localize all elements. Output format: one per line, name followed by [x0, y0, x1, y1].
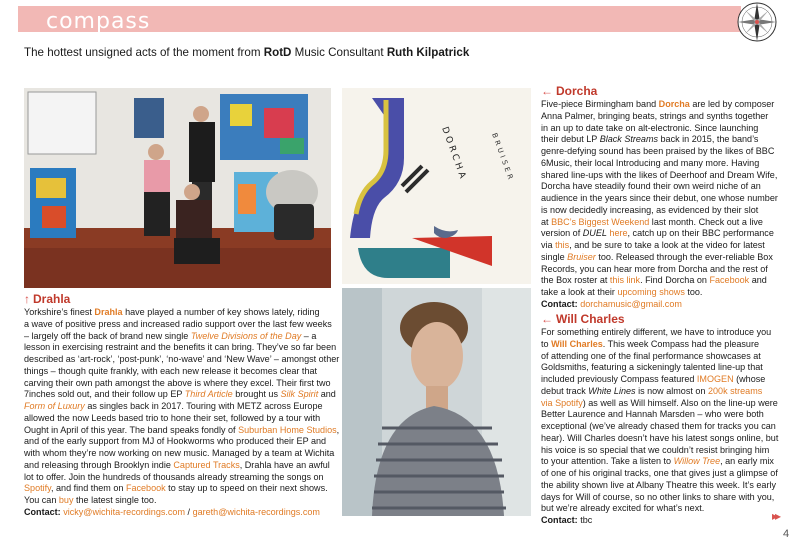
next-page-arrow-icon[interactable]: ▸▸	[772, 509, 779, 523]
will-charles-body: For something entirely different, we have to introduce you to Will Charles. This week Compass had the pleasure of attending one of the final performance showcases at Goldsmiths, featuring a sickeningly talented line-up that included previously Compass featured IMOGEN (whose debut track White Lines is now almost on 200k streams via Spotify) as well as Will himself. Also on the line-up were Better Laurence and Hannah Marsden – who were both exceptional (we’ve already chased them for tracks you can hear). Will Charles doesn’t have his latest songs online, but his voice is so special that we couldn’t resist bringing him to your attention. Take a listen to Willow Tree, an early mix of one of his original tracks, one that gives just a glimpse of the ability shown live at Albany Theatre this week. It’s early days for Will of course, so no other links to share with you, but we’re already excited for what’s next. Contact: tbc	[541, 327, 779, 525]
will-charles-heading: ← Will Charles	[541, 312, 625, 326]
intro-line: The hottest unsigned acts of the moment from RotD Music Consultant Ruth Kilpatrick	[24, 46, 470, 59]
page-number: 4	[783, 528, 790, 540]
drahla-heading: ↑ Drahla	[24, 292, 71, 306]
compass-rose-icon	[725, 0, 785, 48]
dorcha-body: Five-piece Birmingham band Dorcha are led by composer Anna Palmer, bringing beats, strings and synths together in an up to date take on alt-electronic. Since launching their debut LP Black Streams back in 2015, the band’s genre-defying sound has been praised by the likes of BBC 6Music, their local Introducing and many more. Having shared line-ups with the likes of Deerhoof and Dream Wife, Dorcha have steadily found their own weird niche of an audience in the years since their debut, one whose number is now decidedly increasing, as evidenced by their slot at BBC’s Biggest Weekend last month. Check out a live version of DUEL here, catch up on their BBC performance via this, and be sure to take a look at the video for latest single Bruiser too. Released through the ever-reliable Box Records, you can hear more from Dorcha and the rest of the Box roster at this link. Find Dorcha on Facebook and take a look at their upcoming shows too. Contact: dorchamusic@gmail.com	[541, 99, 778, 309]
dorcha-album-cover	[342, 88, 531, 284]
header-bar	[18, 6, 741, 32]
left-arrow-icon: ←	[541, 312, 553, 326]
section-title-compass: compass	[46, 9, 151, 34]
cover-text-dorcha: DORCHA	[439, 125, 469, 183]
email-link[interactable]: vicky@wichita-recordings.com	[63, 506, 186, 517]
will-charles-photo	[342, 288, 531, 516]
left-arrow-icon: ←	[541, 84, 553, 98]
drahla-body: Yorkshire’s finest Drahla have played a number of key shows lately, riding a wave of positive press and increased radio support over the last few weeks – largely off the back of brand new single Twelve Divisions of the Day – a lesson in exercising restraint and the benefits it can bring. They’ve so far been described as ‘art-rock’, ‘post-punk’, ‘no-wave’ and ‘New Wave’ – amongst other things – though quite frankly, with each new release it becomes clear that carving their own path amongst the above is where they excel. Their first two 7inches sold out, and their follow up EP Third Article brought us Silk Spirit and Form of Luxury as singles back in 2017. Touring with METZ across Europe allowed the now Leeds based trio to hone their set, followed by a tour with Ought in April of this year. The band speaks fondly of Suburban Home Studios, and of the early support from MJ of Hookworms who produced their EP and with whom they’re now working on new music. Managed by a team at Wichita and releasing through Brooklyn indie Captured Tracks, Drahla have an awful lot to offer. Join the hundreds of thousands already streaming the songs on Spotify, and find them on Facebook to stay up to speed on their next shows. You can buy the latest single too. Contact: vicky@wichita-recordings.com / gareth@wichita-recordings.com	[24, 307, 340, 517]
drahla-band-photo	[24, 88, 331, 288]
cover-text-bruiser: BRUISER	[490, 131, 516, 184]
email-link[interactable]: dorchamusic@gmail.com	[580, 298, 682, 309]
email-link[interactable]: gareth@wichita-recordings.com	[192, 506, 320, 517]
up-arrow-icon: ↑	[24, 292, 30, 306]
dorcha-heading: ← Dorcha	[541, 84, 598, 98]
